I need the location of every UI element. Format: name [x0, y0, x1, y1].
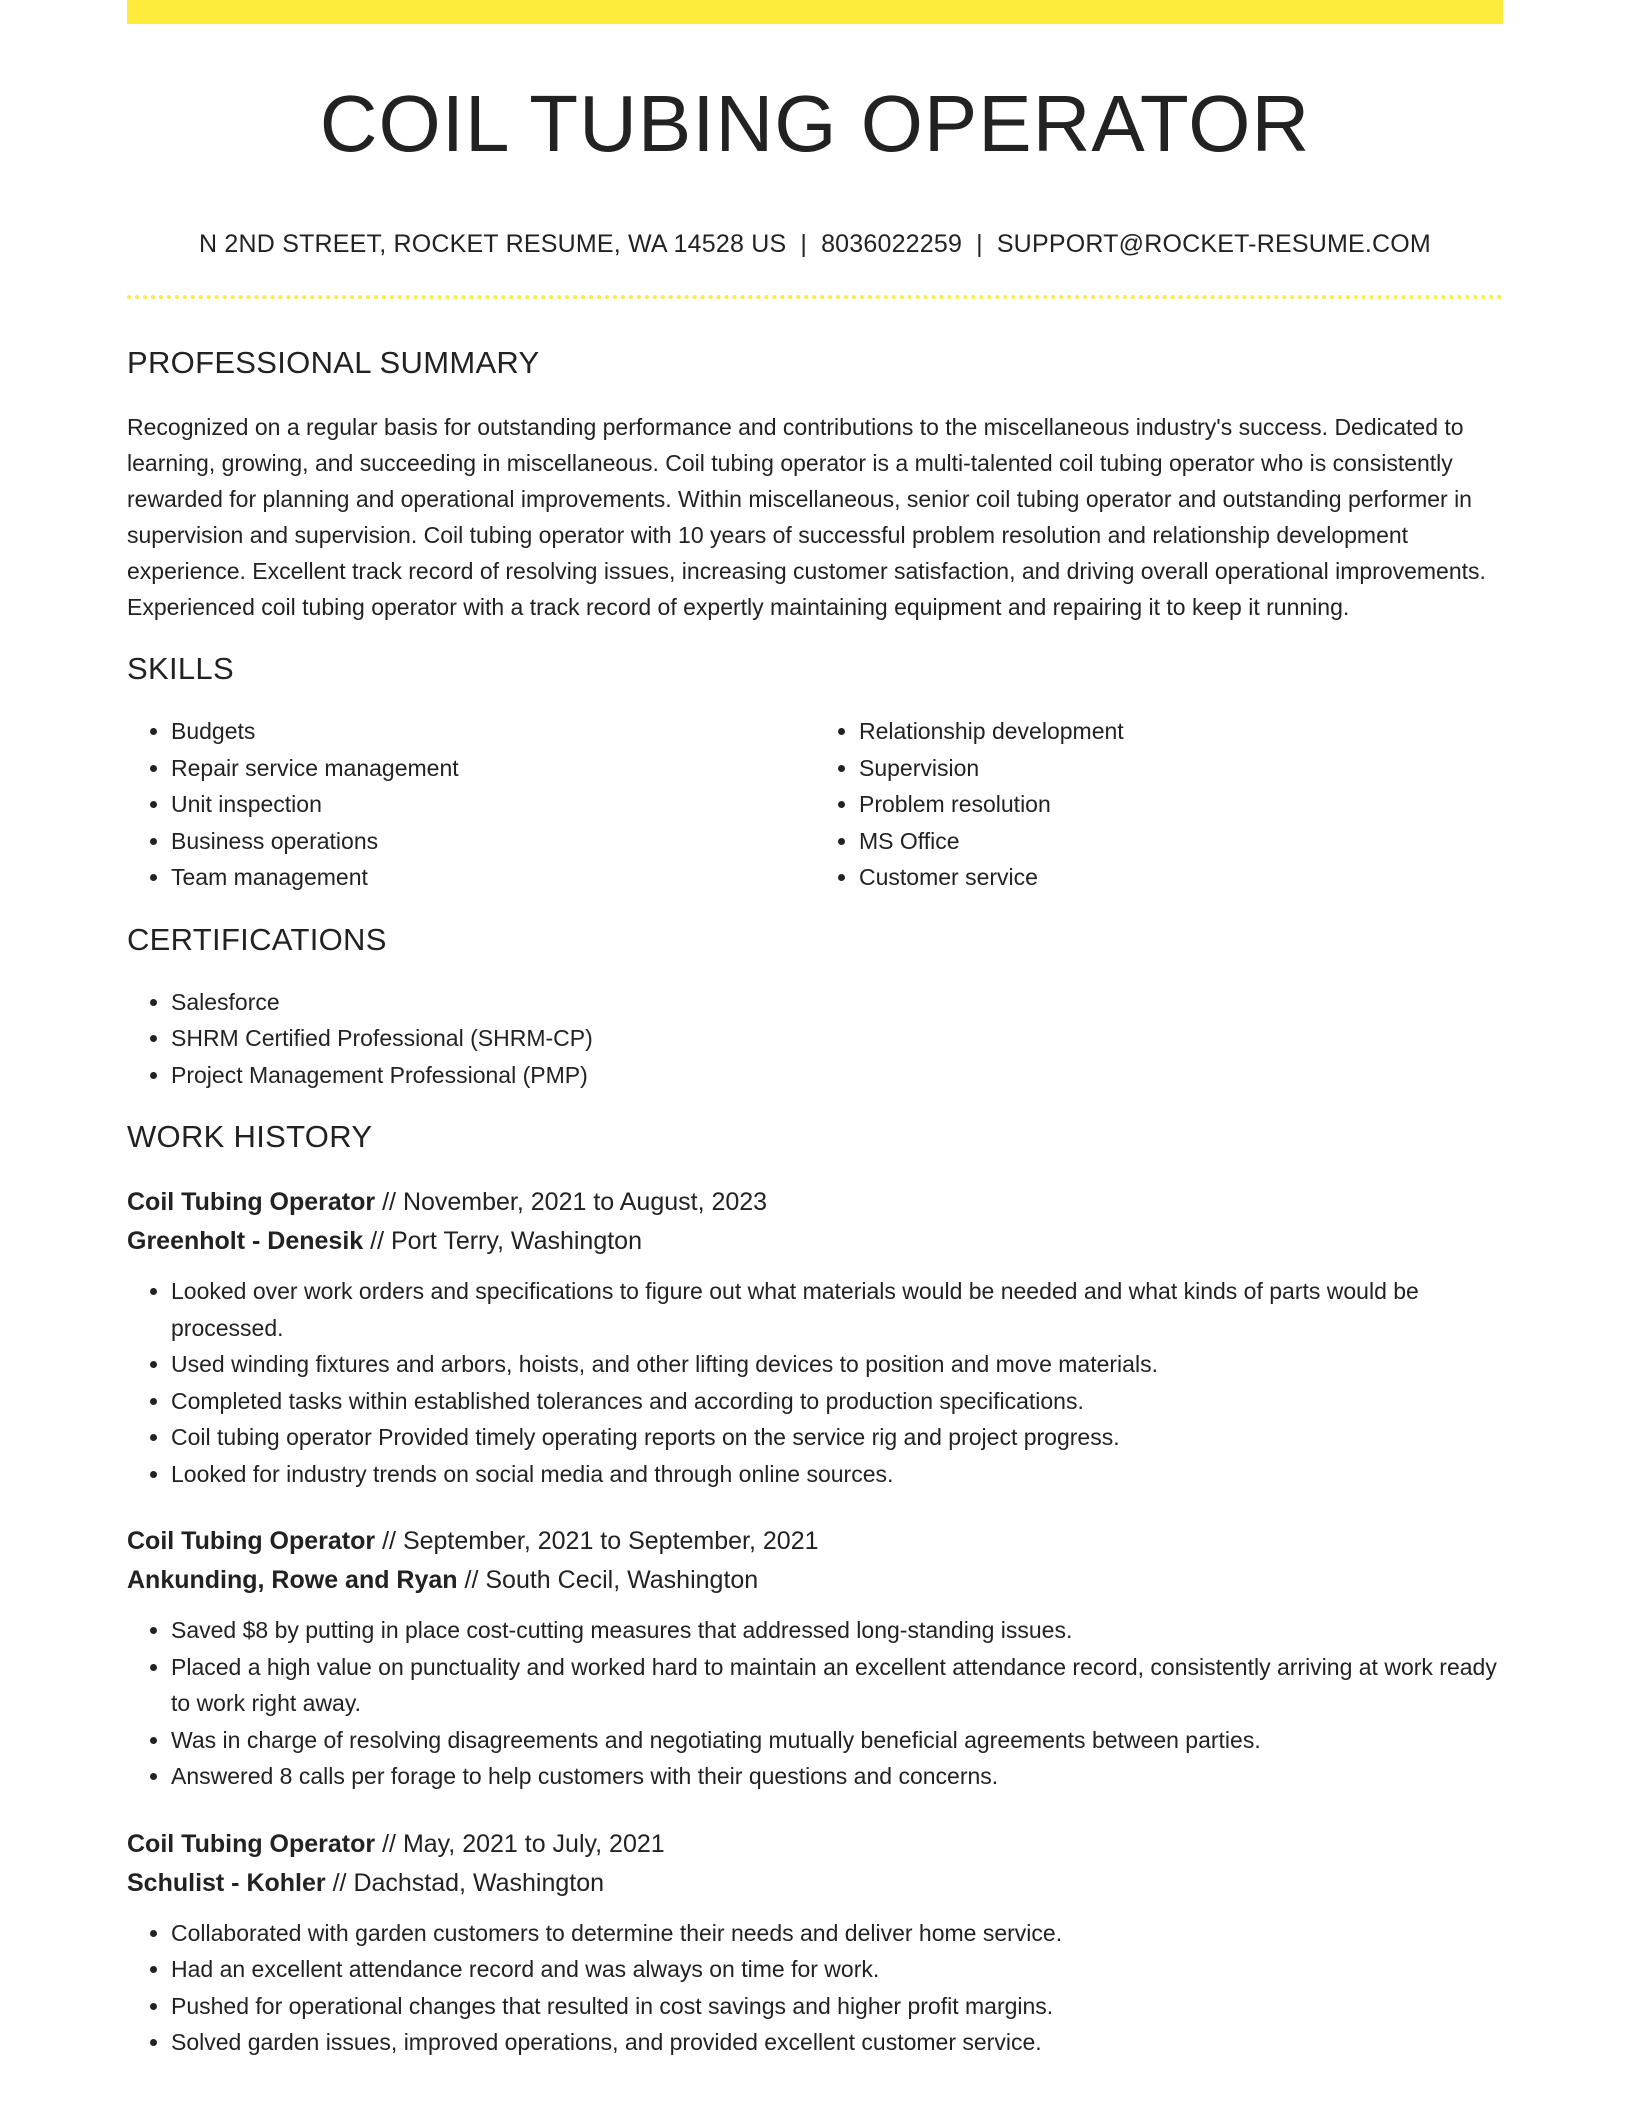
- certifications-heading: CERTIFICATIONS: [127, 921, 387, 957]
- contact-phone: 8036022259: [821, 230, 963, 258]
- job-bullet: • Used winding fixtures and arbors, hoists, and other lifting devices to position and move materials.: [171, 1346, 1503, 1383]
- job-bullet: • Coil tubing operator Provided timely operating reports on the service rig and project progress.: [171, 1419, 1503, 1456]
- skill-item: • Budgets: [171, 713, 815, 750]
- job-bullet: • Solved garden issues, improved operations, and provided excellent customer service.: [171, 2024, 1503, 2061]
- job-bullet: • Looked over work orders and specifications to figure out what materials would be needed and what kinds of parts would be processed.: [171, 1273, 1503, 1346]
- job-bullets: [127, 1915, 1503, 2061]
- job-company: Schulist - Kohler: [127, 1868, 326, 1897]
- certification-item: • SHRM Certified Professional (SHRM-CP): [171, 1020, 1503, 1057]
- summary-heading: PROFESSIONAL SUMMARY: [127, 345, 540, 380]
- certifications-list: [127, 984, 1503, 1094]
- job-role: Coil Tubing Operator: [127, 1527, 376, 1555]
- dotted-divider: [127, 295, 1503, 299]
- job-bullet: • Had an excellent attendance record and was always on time for work.: [171, 1951, 1503, 1988]
- skills-columns: [127, 713, 1503, 896]
- job-bullet: • Looked for industry trends on social media and through online sources.: [171, 1456, 1503, 1493]
- contact-separator: |: [800, 230, 808, 258]
- job-bullet: • Placed a high value on punctuality and worked hard to maintain an excellent attendance record, consistently arriving at work ready to work right away.: [171, 1649, 1503, 1722]
- job-dates: May, 2021 to July, 2021: [402, 1829, 665, 1858]
- skill-item: • MS Office: [859, 823, 1503, 860]
- skill-item: • Supervision: [859, 750, 1503, 787]
- job-bullet: • Completed tasks within established tolerances and according to production specifications.: [171, 1383, 1503, 1420]
- certification-item: • Project Management Professional (PMP): [171, 1057, 1503, 1094]
- job-bullet: • Pushed for operational changes that resulted in cost savings and higher profit margins.: [171, 1988, 1503, 2025]
- certification-item: • Salesforce: [171, 984, 1503, 1021]
- accent-top-bar: [127, 0, 1503, 24]
- job-location: Dachstad, Washington: [353, 1868, 605, 1897]
- job-bullet: • Saved $8 by putting in place cost-cutting measures that addressed long-standing issues.: [171, 1612, 1503, 1649]
- job-role: Coil Tubing Operator: [127, 1829, 376, 1858]
- job-bullet: • Collaborated with garden customers to determine their needs and deliver home service.: [171, 1915, 1503, 1952]
- resume-name: COIL TUBING OPERATOR: [319, 79, 1311, 168]
- job-entry: [127, 1522, 1503, 1795]
- job-company-line: Greenholt - Denesik // Port Terry, Washington: [127, 1227, 642, 1255]
- skill-item: • Problem resolution: [859, 786, 1503, 823]
- job-dates: September, 2021 to September, 2021: [402, 1527, 819, 1555]
- skills-list-right: [815, 713, 1503, 896]
- skill-item: • Business operations: [171, 823, 815, 860]
- contact-separator: |: [976, 230, 983, 258]
- job-bullets: [127, 1612, 1503, 1795]
- job-company-line: Schulist - Kohler // Dachstad, Washington: [127, 1868, 605, 1897]
- skill-item: • Customer service: [859, 859, 1503, 896]
- job-title-line: Coil Tubing Operator // September, 2021 to September, 2021: [127, 1527, 819, 1555]
- job-title-line: Coil Tubing Operator // May, 2021 to July, 2021: [127, 1829, 665, 1858]
- job-bullet: • Was in charge of resolving disagreements and negotiating mutually beneficial agreements between parties.: [171, 1722, 1503, 1759]
- skill-item: • Repair service management: [171, 750, 815, 787]
- skill-item: • Relationship development: [859, 713, 1503, 750]
- job-company: Ankunding, Rowe and Ryan: [127, 1566, 458, 1594]
- skills-list-left: [127, 713, 815, 896]
- job-entry: [127, 1183, 1503, 1492]
- work-history-heading: WORK HISTORY: [127, 1119, 373, 1154]
- contact-email: SUPPORT@ROCKET-RESUME.COM: [996, 230, 1431, 258]
- job-company: Greenholt - Denesik: [127, 1227, 364, 1255]
- contact-address: N 2ND STREET, ROCKET RESUME, WA 14528 US: [199, 230, 787, 258]
- job-title-line: Coil Tubing Operator // November, 2021 to August, 2023: [127, 1188, 768, 1216]
- contact-line: [127, 230, 1503, 259]
- skill-item: • Team management: [171, 859, 815, 896]
- job-entry: [127, 1825, 1503, 2061]
- job-location: South Cecil, Washington: [485, 1566, 759, 1594]
- job-company-line: Ankunding, Rowe and Ryan // South Cecil, Washington: [127, 1566, 759, 1594]
- resume-page: [127, 0, 1503, 2061]
- skills-heading: SKILLS: [127, 651, 234, 686]
- skill-item: • Unit inspection: [171, 786, 815, 823]
- job-role: Coil Tubing Operator: [127, 1188, 376, 1216]
- job-bullets: [127, 1273, 1503, 1492]
- summary-text: Recognized on a regular basis for outstanding performance and contributions to the miscellaneous industry's success. Dedicated to learning, growing, and succeeding in miscellaneous. Coil tubing operator is a multi-talented coil tubing operator who is consistently rewarded for planning and operational improvements. Within miscellaneous, senior coil tubing operator and outstanding performer in supervision and supervision. Coil tubing operator with 10 years of successful problem resolution and relationship development experience. Excellent track record of resolving issues, increasing customer satisfaction, and driving overall operational improvements. Experienced coil tubing operator with a track record of expertly maintaining equipment and repairing it to keep it running.: [127, 414, 1486, 620]
- job-location: Port Terry, Washington: [390, 1227, 642, 1255]
- job-dates: November, 2021 to August, 2023: [402, 1188, 768, 1216]
- job-bullet: • Answered 8 calls per forage to help customers with their questions and concerns.: [171, 1758, 1503, 1795]
